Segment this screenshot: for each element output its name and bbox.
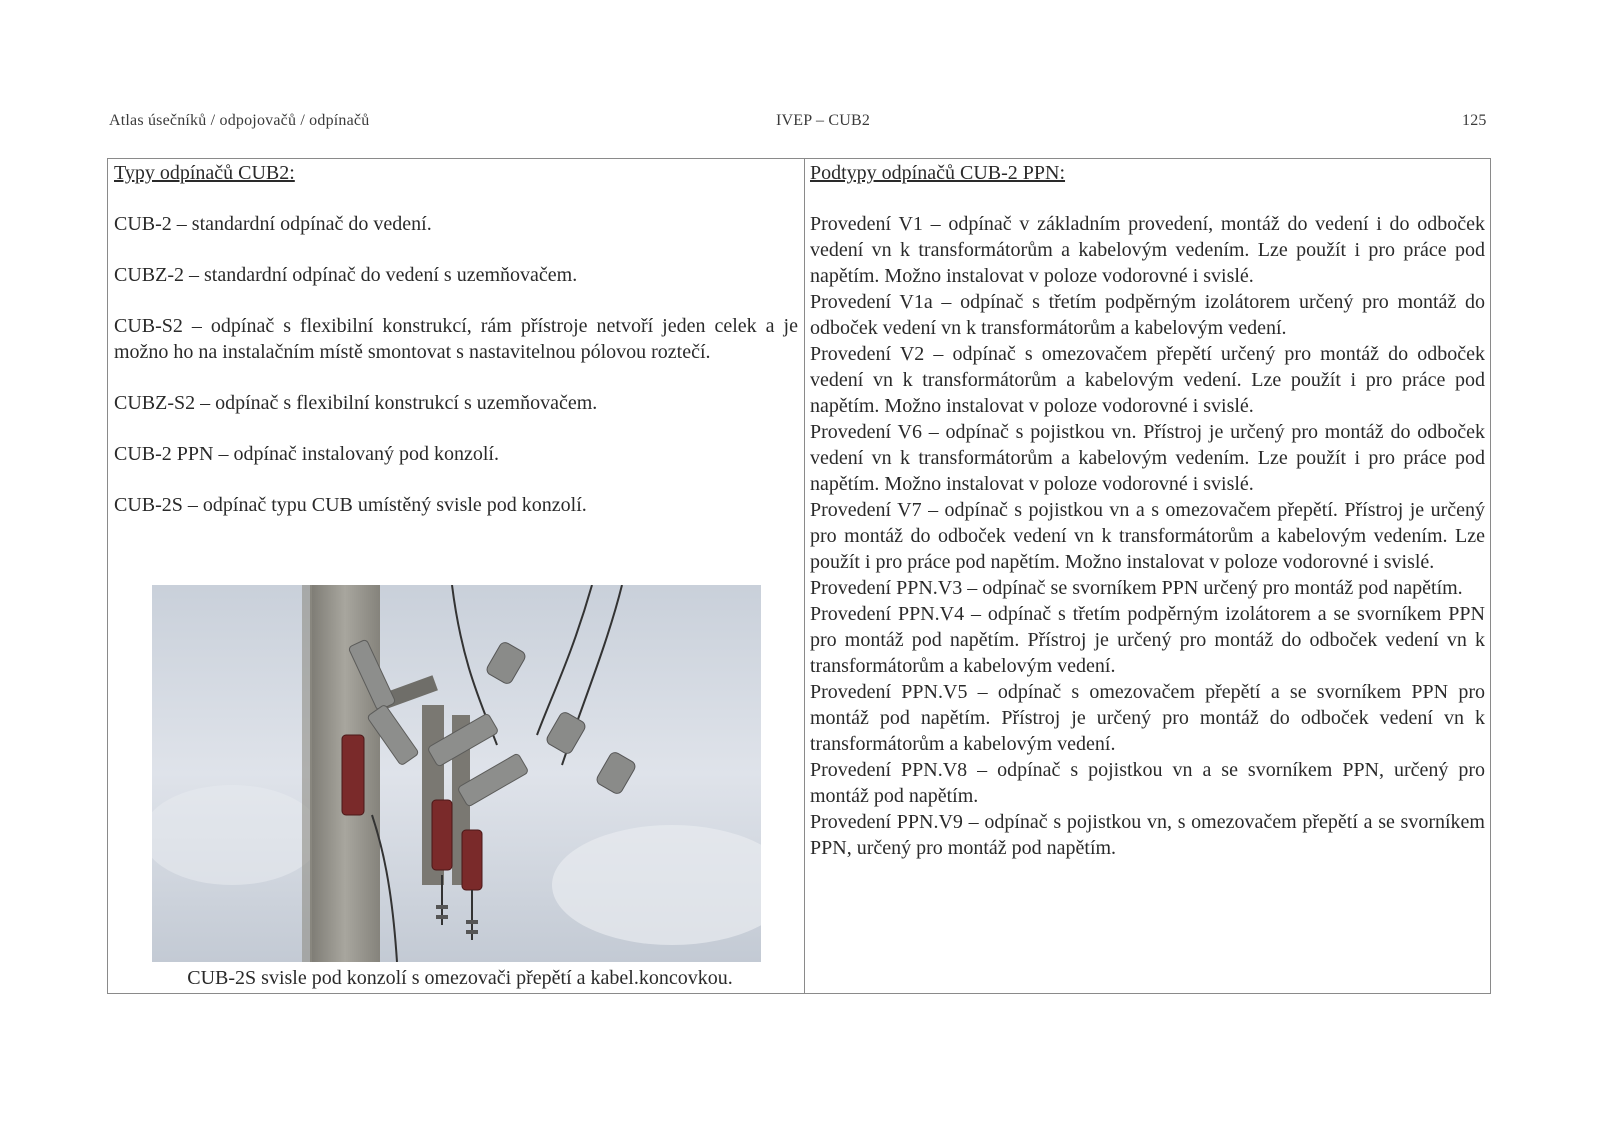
type-item: CUB-S2 – odpínač s flexibilní konstrukcí, rám přístroje netvoří jeden celek a je možno ho na instalačním místě smontovat s nastavitelnou pólovou roztečí. [114, 315, 798, 363]
type-item: CUB-2S – odpínač typu CUB umístěný svisle pod konzolí. [114, 494, 587, 516]
switch-photo [152, 585, 761, 962]
left-heading: Typy odpínačů CUB2: [114, 162, 295, 184]
subtype-item: Provedení V1 – odpínač v základním provedení, montáž do vedení i do odboček vedení vn k transformátorům a kabelovým vedením. Lze použít i pro práce pod napětím. Možno instalovat v poloze vodorovné i svislé. [810, 213, 1485, 287]
right-column [810, 160, 1485, 861]
right-heading: Podtypy odpínačů CUB-2 PPN: [810, 162, 1066, 184]
subtype-item: Provedení V2 – odpínač s omezovačem přepětí určený pro montáž do odboček vedení vn k transformátorům a kabelovým vedení. Lze použít i pro práce pod napětím. Možno instalovat v poloze vodorovné i svislé. [810, 343, 1485, 417]
subtype-item: Provedení PPN.V5 – odpínač s omezovačem přepětí a se svorníkem PPN pro montáž pod napětím. Přístroj je určený pro montáž do odboček vedení vn k transformátorům a kabelovým vedení. [810, 681, 1485, 755]
subtype-item: Provedení V6 – odpínač s pojistkou vn. Přístroj je určený pro montáž do odboček vedení vn k transformátorům a kabelovým vedením. Lze použít i pro práce pod napětím. Možno instalovat v poloze vodorovné i svislé. [810, 421, 1485, 495]
subtype-item: Provedení PPN.V3 – odpínač se svorníkem PPN určený pro montáž pod napětím. [810, 577, 1463, 599]
type-item: CUB-2 – standardní odpínač do vedení. [114, 213, 432, 235]
subtype-item: Provedení PPN.V9 – odpínač s pojistkou vn, s omezovačem přepětí a se svorníkem PPN, určený pro montáž pod napětím. [810, 811, 1485, 859]
type-item: CUBZ-2 – standardní odpínač do vedení s uzemňovačem. [114, 264, 578, 286]
column-divider [804, 158, 805, 994]
subtype-item: Provedení PPN.V4 – odpínač s třetím podpěrným izolátorem a se svorníkem PPN pro montáž pod napětím. Přístroj je určený pro montáž do odboček vedení vn k transformátorům a kabelovým vedení. [810, 603, 1485, 677]
subtype-item: Provedení V7 – odpínač s pojistkou vn a s omezovačem přepětí. Přístroj je určený pro montáž do odboček vedení vn k transformátorům a kabelovým vedením. Lze použít i pro práce pod napětím. Možno instalovat v poloze vodorovné i svislé. [810, 499, 1485, 573]
running-header-title: Atlas úsečníků / odpojovačů / odpínačů [109, 112, 370, 129]
photo-caption: CUB-2S svisle pod konzolí s omezovači přepětí a kabel.koncovkou. [187, 967, 733, 989]
left-column [114, 160, 798, 518]
running-header-code: IVEP – CUB2 [776, 112, 871, 129]
subtype-item: Provedení V1a – odpínač s třetím podpěrným izolátorem určený pro montáž do odboček vedení vn k transformátorům a kabelovým vedení. [810, 291, 1485, 339]
page-number: 125 [1462, 112, 1487, 129]
type-item: CUBZ-S2 – odpínač s flexibilní konstrukcí s uzemňovačem. [114, 392, 598, 414]
subtype-item: Provedení PPN.V8 – odpínač s pojistkou vn a se svorníkem PPN, určený pro montáž pod napětím. [810, 759, 1485, 807]
type-item: CUB-2 PPN – odpínač instalovaný pod konzolí. [114, 443, 499, 465]
